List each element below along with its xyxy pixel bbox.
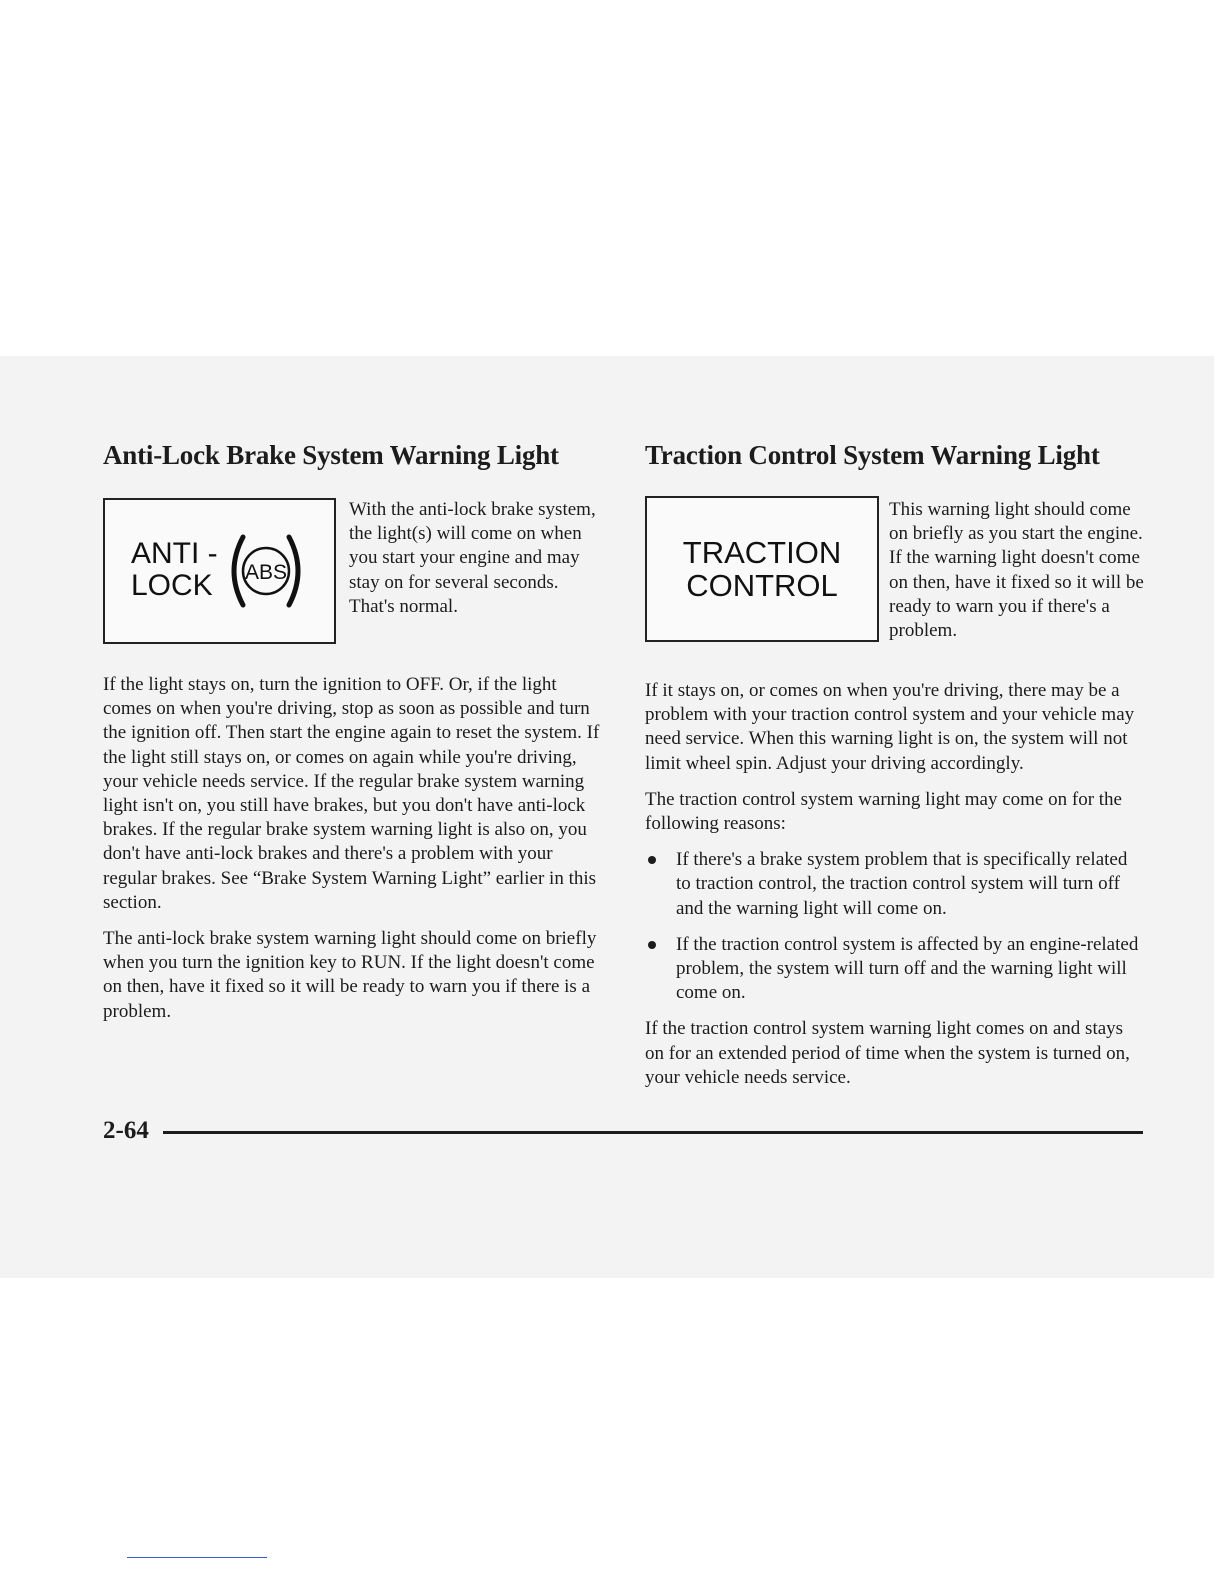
abs-section — [103, 440, 603, 1036]
traction-closing: If the traction control system warning light comes on and stays on for an extended period of time when the system is turned on, your vehicle needs service. — [645, 1018, 1130, 1088]
abs-heading: Anti-Lock Brake System Warning Light — [103, 440, 559, 470]
traction-reasons-list — [645, 848, 1145, 1005]
list-item-text: If the traction control system is affected by an engine-related problem, the system will turn off and the warning light will come on. — [676, 933, 1139, 1004]
traction-warning-figure — [645, 496, 879, 642]
abs-badge-text: ABS — [244, 561, 288, 584]
traction-paragraph-1: If it stays on, or comes on when you're driving, there may be a problem with your traction control system and your vehicle may need service. When this warning light is on, the system will not limit wheel spin. Adjust your driving accordingly. — [645, 680, 1135, 774]
abs-warning-icon — [223, 533, 309, 609]
footer-rule — [163, 1131, 1143, 1134]
traction-figure-line1: TRACTION — [682, 535, 842, 570]
abs-paragraph-1: If the light stays on, turn the ignition to OFF. Or, if the light comes on when you're driving, stop as soon as possible and turn the ignition off. Then start the engine again to reset the system. If the light still stays on, or comes on again while you're driving, your vehicle needs service. If the regular brake system warning light isn't on, you still have brakes, but you don't have anti-lock brakes. If the regular brake system warning light is also on, you don't have anti-lock brakes and there's a problem with your regular brakes. See “Brake System Warning Light” earlier in this section. — [103, 674, 600, 913]
abs-paragraph-2: The anti-lock brake system warning light should come on briefly when you turn the ignition key to RUN. If the light doesn't come on then, have it fixed so it will be ready to warn you if there is a problem. — [103, 928, 597, 1022]
list-item — [645, 933, 1145, 1006]
traction-section — [645, 440, 1145, 1102]
abs-figure-line1: ANTI - — [131, 537, 218, 570]
traction-body — [645, 679, 1145, 1090]
list-item-text: If there's a brake system problem that is specifically related to traction control, the traction control system will turn off and the warning light will come on. — [676, 849, 1128, 919]
bullet-icon — [648, 941, 656, 949]
abs-body — [103, 673, 603, 1024]
page-number: 2-64 — [103, 1117, 149, 1144]
traction-heading: Traction Control System Warning Light — [645, 440, 1100, 470]
bottom-link-rule — [127, 1557, 267, 1558]
bullet-icon — [648, 856, 656, 864]
abs-warning-figure — [103, 498, 336, 644]
abs-figure-line2: LOCK — [131, 569, 213, 602]
traction-intro-text: This warning light should come on briefly as you start the engine. If the warning light doesn't come on then, have it fixed so it will be ready to warn you if there's a problem. — [889, 499, 1144, 642]
abs-figure-label — [131, 538, 218, 602]
traction-figure-line2: CONTROL — [686, 568, 838, 603]
abs-intro — [103, 491, 603, 661]
list-item — [645, 848, 1145, 921]
traction-paragraph-2: The traction control system warning light may come on for the following reasons: — [645, 788, 1122, 835]
traction-intro — [645, 491, 1145, 661]
page-footer — [103, 1117, 1143, 1147]
traction-figure-label — [647, 536, 877, 602]
abs-intro-text: With the anti-lock brake system, the light(s) will come on when you start your engine and may stay on for several seconds. That's normal. — [349, 499, 596, 617]
